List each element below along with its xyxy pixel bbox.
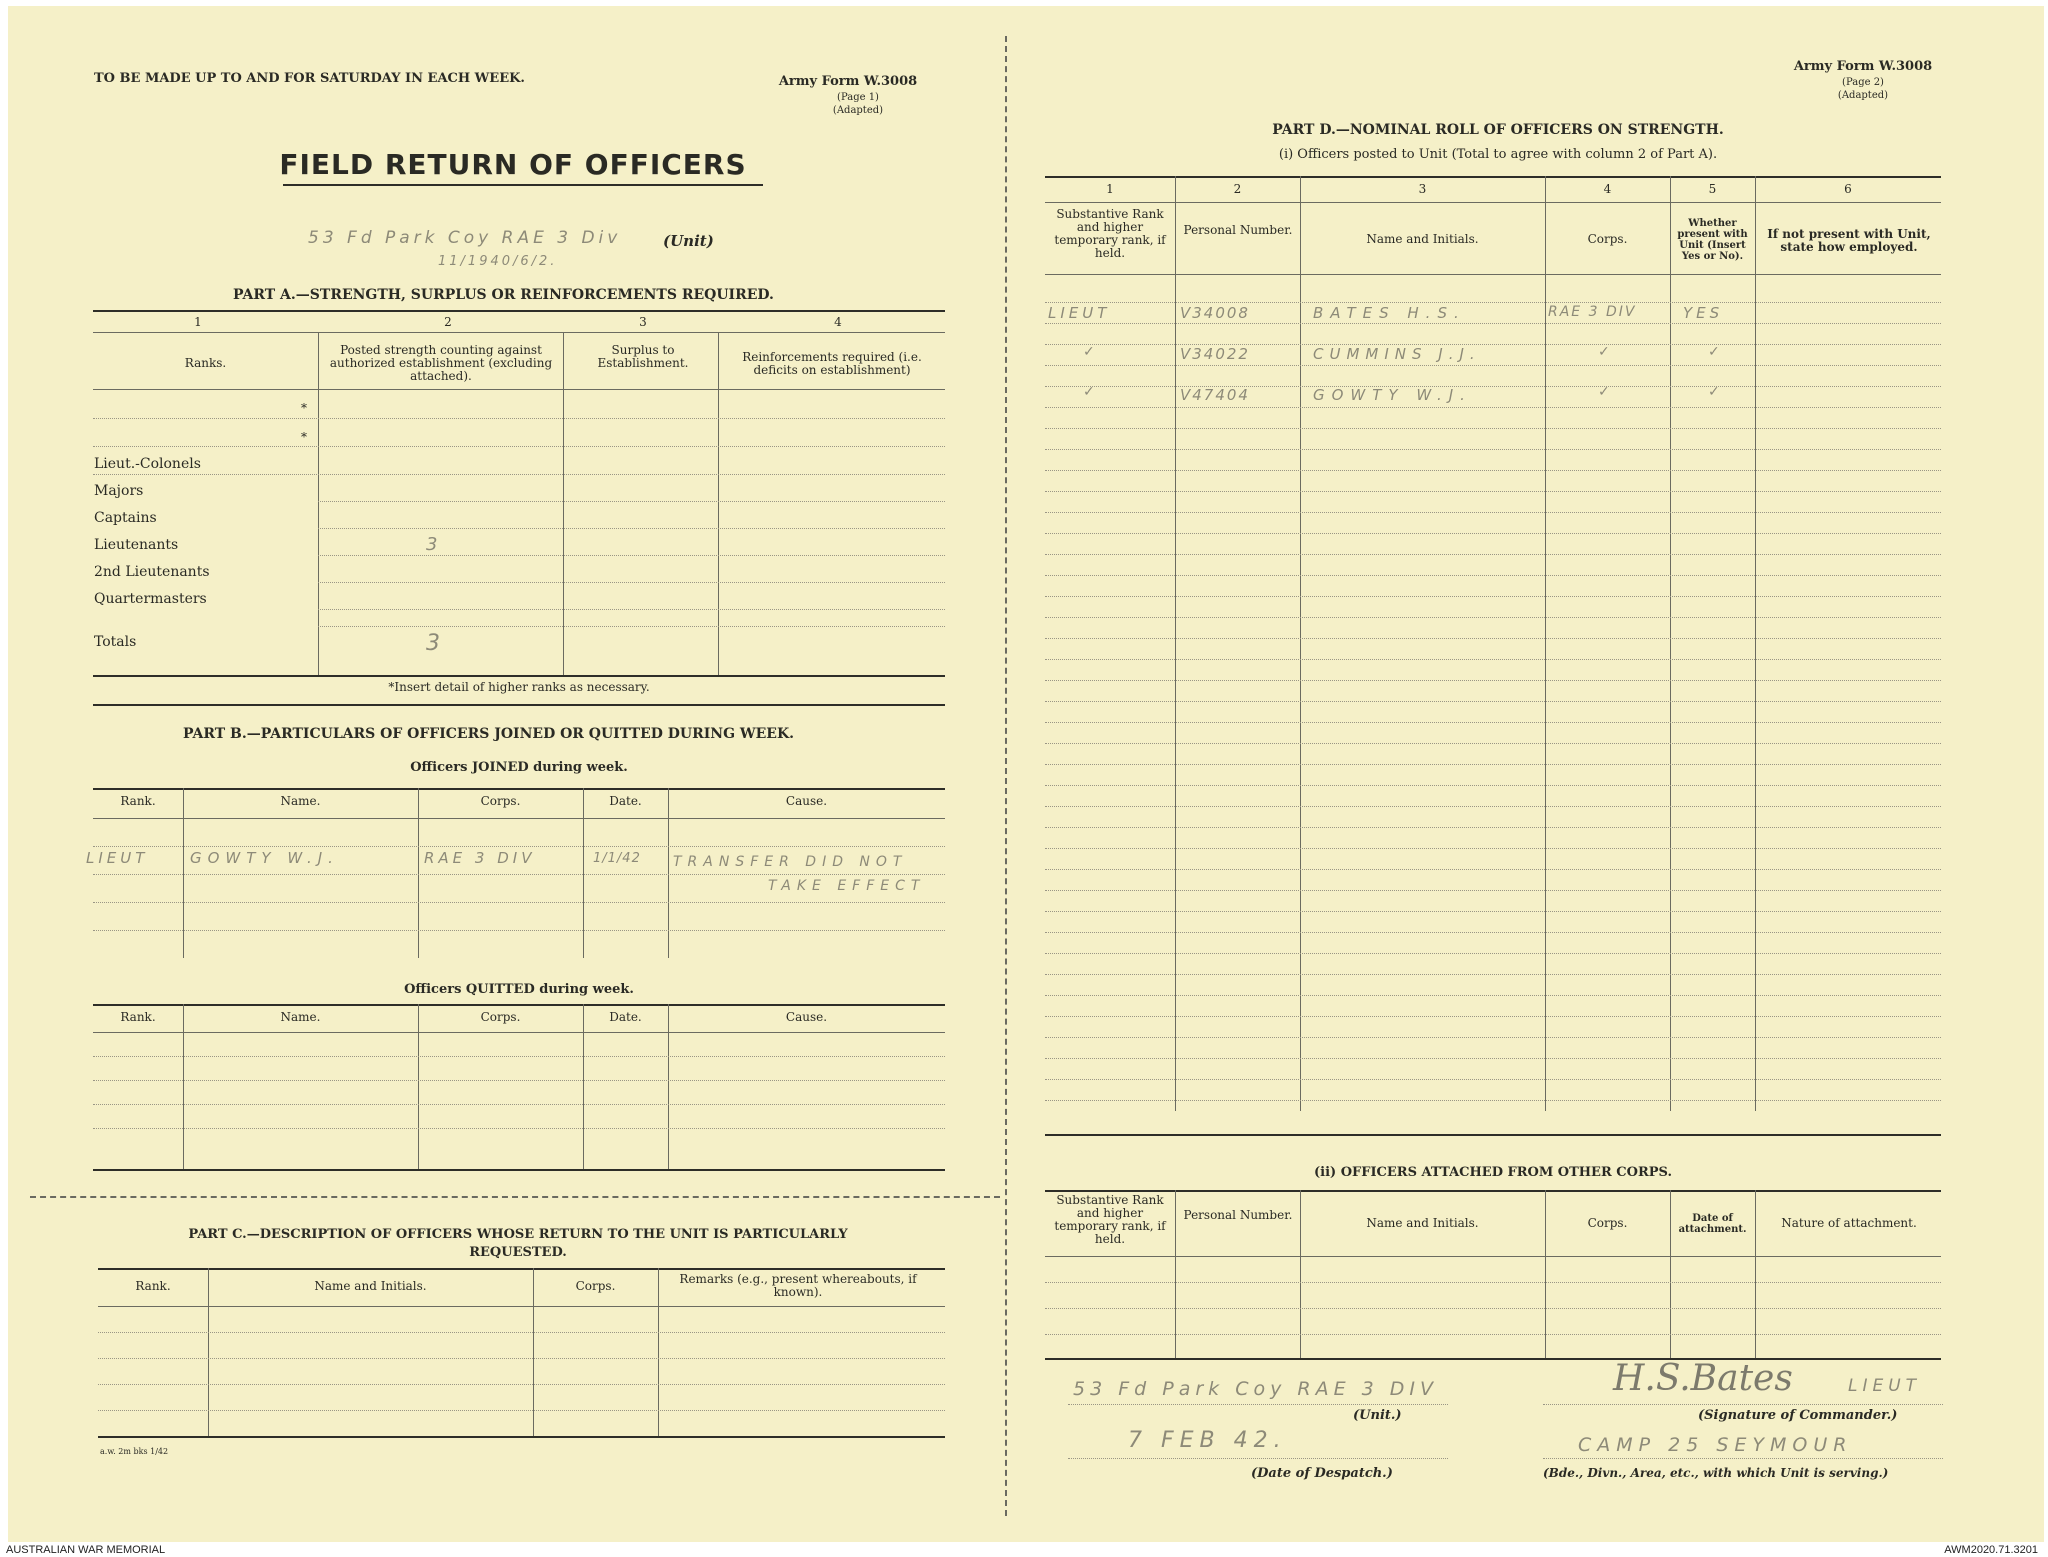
roll-3-corps: ✓ <box>1598 384 1610 400</box>
star-marker-1: * <box>301 401 307 415</box>
roll-3-rank: ✓ <box>1083 384 1095 400</box>
joined-col-rank: Rank. <box>120 794 156 808</box>
adapted-left: (Adapted) <box>832 105 884 116</box>
part-d-subtitle: (i) Officers posted to Unit (Total to agree with column 2 of Part A). <box>1278 147 1718 162</box>
joined-rank-value: LIEUT <box>86 849 149 867</box>
roll-1-corps: RAE 3 DIV <box>1548 304 1637 320</box>
quitted-col-cause: Cause. <box>785 1010 828 1024</box>
part-c-col-rank: Rank. <box>135 1279 171 1293</box>
roll-1-rank: LIEUT <box>1048 304 1111 322</box>
unit-handwritten: 53 Fd Park Coy RAE 3 Div <box>308 228 622 248</box>
roll-3-present: ✓ <box>1708 384 1720 400</box>
page-number-right: (Page 2) <box>1842 77 1884 88</box>
roll-3-name: GOWTY W.J. <box>1313 386 1472 404</box>
page-number-left: (Page 1) <box>837 92 879 103</box>
part-c-col-remarks: Remarks (e.g., present whereabouts, if known). <box>679 1272 917 1299</box>
rank-lieutenants: Lieutenants <box>94 537 179 553</box>
title-underline <box>283 184 763 186</box>
quitted-col-name: Name. <box>280 1010 321 1024</box>
part-b-title: PART B.—PARTICULARS OF OFFICERS JOINED OR QUITTED DURING WEEK. <box>183 726 795 742</box>
part-d-number-header: Personal Number. <box>1183 223 1293 237</box>
star-marker-2: * <box>301 430 307 444</box>
location-label: (Bde., Divn., Area, etc., with which Unit is serving.) <box>1543 1466 1889 1480</box>
commander-rank-handwritten: LIEUT <box>1848 1376 1922 1396</box>
instruction-text: TO BE MADE UP TO AND FOR SATURDAY IN EACH WEEK. <box>94 71 525 86</box>
rank-2nd-lieutenants: 2nd Lieutenants <box>94 564 210 580</box>
joined-col-date: Date. <box>609 794 642 808</box>
part-a-col-2: 2 <box>444 315 452 329</box>
attached-title: (ii) OFFICERS ATTACHED FROM OTHER CORPS. <box>1313 1165 1672 1180</box>
reinforcements-header: Reinforcements required (i.e. deficits on establishment) <box>742 350 922 377</box>
print-code: a.w. 2m bks 1/42 <box>100 1447 169 1456</box>
attached-nature-header: Nature of attachment. <box>1781 1216 1917 1230</box>
part-d-col-2: 2 <box>1233 182 1242 196</box>
part-d-corps-header: Corps. <box>1587 232 1628 246</box>
part-d-rank-header: Substantive Rank and higher temporary rank, if held. <box>1054 207 1166 260</box>
roll-2-rank: ✓ <box>1083 344 1095 360</box>
posted-strength-header: Posted strength counting against authorized establishment (excluding attached). <box>329 343 553 383</box>
part-d-col-1: 1 <box>1106 182 1114 196</box>
form-number-right: Army Form W.3008 <box>1793 59 1933 74</box>
despatch-date-label: (Date of Despatch.) <box>1251 1466 1393 1481</box>
part-d-col-5: 5 <box>1708 182 1717 196</box>
part-a-col-3: 3 <box>639 315 647 329</box>
roll-2-number: V34022 <box>1180 345 1250 363</box>
part-d-col-4: 4 <box>1603 182 1612 196</box>
rank-lieut-colonels: Lieut.-Colonels <box>94 456 201 472</box>
part-d-present-header: Whether present with Unit (Insert Yes or No). <box>1677 218 1748 262</box>
quitted-col-corps: Corps. <box>480 1010 521 1024</box>
quitted-col-date: Date. <box>609 1010 642 1024</box>
part-a-footnote: *Insert detail of higher ranks as necessary. <box>388 680 650 694</box>
attached-corps-header: Corps. <box>1587 1216 1628 1230</box>
roll-1-name: BATES H.S. <box>1313 304 1466 322</box>
roll-1-number: V34008 <box>1180 304 1250 322</box>
joined-col-corps: Corps. <box>480 794 521 808</box>
surplus-header: Surplus to Establishment. <box>597 343 689 370</box>
joined-name-value: GOWTY W.J. <box>190 849 339 867</box>
lieutenants-strength-value: 3 <box>426 534 438 555</box>
part-a-col-1: 1 <box>194 315 202 329</box>
part-a-title: PART A.—STRENGTH, SURPLUS OR REINFORCEMENTS REQUIRED. <box>233 287 774 303</box>
despatch-date-handwritten: 7 FEB 42. <box>1128 1428 1287 1453</box>
joined-col-cause: Cause. <box>785 794 828 808</box>
part-d-title: PART D.—NOMINAL ROLL OF OFFICERS ON STRENGTH. <box>1272 122 1724 138</box>
rank-captains: Captains <box>94 510 157 526</box>
joined-date-value: 1/1/42 <box>593 851 641 866</box>
joined-cause-value-1: TRANSFER DID NOT <box>673 854 908 870</box>
unit-label: (Unit) <box>663 232 714 250</box>
roll-2-present: ✓ <box>1708 344 1720 360</box>
quitted-col-rank: Rank. <box>120 1010 156 1024</box>
attached-rank-header: Substantive Rank and higher temporary rank, if held. <box>1054 1193 1166 1246</box>
joined-cause-value-2: TAKE EFFECT <box>768 878 926 894</box>
attached-date-header: Date of attachment. <box>1678 1213 1747 1235</box>
form-title: FIELD RETURN OF OFFICERS <box>279 148 747 181</box>
rank-majors: Majors <box>94 483 144 499</box>
adapted-right: (Adapted) <box>1837 90 1889 101</box>
part-d-col-3: 3 <box>1418 182 1427 196</box>
attached-number-header: Personal Number. <box>1183 1208 1293 1222</box>
archive-credit: AUSTRALIAN WAR MEMORIAL <box>6 1544 166 1556</box>
part-c-col-corps: Corps. <box>575 1279 616 1293</box>
part-c-col-name: Name and Initials. <box>314 1279 427 1293</box>
signoff-unit-label: (Unit.) <box>1353 1408 1402 1423</box>
part-c-title-line1: PART C.—DESCRIPTION OF OFFICERS WHOSE RETURN TO THE UNIT IS PARTICULARLY <box>188 1227 848 1242</box>
roll-1-present: YES <box>1683 304 1724 322</box>
signature-label: (Signature of Commander.) <box>1698 1408 1898 1423</box>
quitted-title: Officers QUITTED during week. <box>404 982 634 997</box>
part-d-name-header: Name and Initials. <box>1366 232 1479 246</box>
signoff-unit-handwritten: 53 Fd Park Coy RAE 3 DIV <box>1073 1378 1438 1400</box>
joined-corps-value: RAE 3 DIV <box>424 849 536 867</box>
part-d-col-6: 6 <box>1844 182 1852 196</box>
commander-signature: H.S.Bates <box>1613 1358 1793 1399</box>
ranks-header: Ranks. <box>184 356 227 370</box>
roll-3-number: V47404 <box>1180 386 1250 404</box>
location-handwritten: CAMP 25 SEYMOUR <box>1578 1434 1853 1456</box>
joined-title: Officers JOINED during week. <box>410 760 628 775</box>
form-number-left: Army Form W.3008 <box>778 74 918 89</box>
form-sheet <box>8 6 2044 1542</box>
reference-handwritten: 11/1940/6/2. <box>438 254 558 269</box>
part-a-col-4: 4 <box>834 315 842 329</box>
totals-label: Totals <box>94 634 137 650</box>
rank-quartermasters: Quartermasters <box>94 591 207 607</box>
roll-2-corps: ✓ <box>1598 344 1610 360</box>
attached-name-header: Name and Initials. <box>1366 1216 1479 1230</box>
part-c-title-line2: REQUESTED. <box>469 1245 567 1260</box>
joined-col-name: Name. <box>280 794 321 808</box>
archive-id: AWM2020.71.3201 <box>1944 1544 2038 1556</box>
roll-2-name: CUMMINS J.J. <box>1313 345 1481 363</box>
totals-value: 3 <box>426 631 440 656</box>
part-d-employed-header: If not present with Unit, state how employed. <box>1767 227 1931 254</box>
